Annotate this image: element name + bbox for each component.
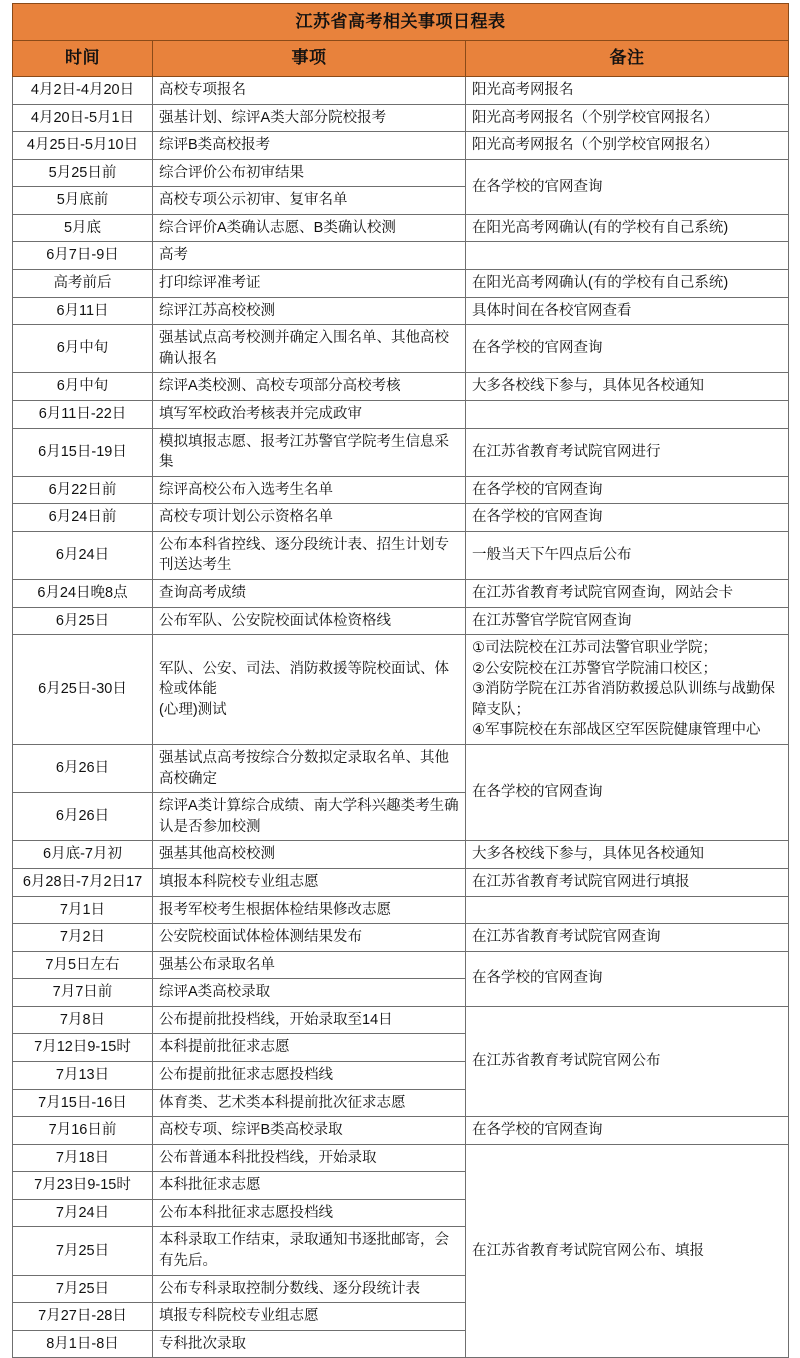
table-row (13, 214, 789, 242)
cell-item: 专科批次录取 (153, 1330, 466, 1358)
table-title-row (13, 4, 789, 41)
table-row (13, 325, 789, 373)
cell-item: 本科批征求志愿 (153, 1172, 466, 1200)
table-row (13, 896, 789, 924)
cell-time: 7月16日前 (13, 1117, 153, 1145)
cell-item: 高校专项、综评B类高校录取 (153, 1117, 466, 1145)
cell-item: 综评B类高校报考 (153, 132, 466, 160)
cell-time: 6月25日-30日 (13, 635, 153, 745)
table-row (13, 77, 789, 105)
cell-note: 阳光高考网报名（个别学校官网报名） (466, 132, 789, 160)
cell-time: 6月中旬 (13, 325, 153, 373)
table-title: 江苏省高考相关事项日程表 (13, 4, 789, 41)
table-row (13, 504, 789, 532)
table-row (13, 297, 789, 325)
cell-item: 填报本科院校专业组志愿 (153, 868, 466, 896)
cell-time: 7月23日9-15时 (13, 1172, 153, 1200)
cell-note: 在江苏省教育考试院官网公布、填报 (466, 1144, 789, 1358)
table-row (13, 1006, 789, 1034)
cell-item: 高校专项报名 (153, 77, 466, 105)
column-header-time: 时间 (13, 41, 153, 77)
cell-time: 7月13日 (13, 1061, 153, 1089)
cell-time: 6月底-7月初 (13, 841, 153, 869)
table-row (13, 868, 789, 896)
table-row (13, 579, 789, 607)
cell-time: 4月25日-5月10日 (13, 132, 153, 160)
cell-time: 5月底前 (13, 187, 153, 215)
cell-note: 在江苏省教育考试院官网查询 (466, 924, 789, 952)
cell-note (466, 242, 789, 270)
cell-item: 报考军校考生根据体检结果修改志愿 (153, 896, 466, 924)
cell-note: 在各学校的官网查询 (466, 745, 789, 841)
cell-note: 在阳光高考网确认(有的学校有自己系统) (466, 214, 789, 242)
cell-time: 6月15日-19日 (13, 428, 153, 476)
cell-time: 7月18日 (13, 1144, 153, 1172)
cell-note: 具体时间在各校官网查看 (466, 297, 789, 325)
table-row (13, 476, 789, 504)
cell-note: 阳光高考网报名 (466, 77, 789, 105)
cell-item: 公布本科省控线、逐分段统计表、招生计划专刊送达考生 (153, 531, 466, 579)
cell-note: 在各学校的官网查询 (466, 504, 789, 532)
table-row (13, 1117, 789, 1145)
cell-time: 7月24日 (13, 1199, 153, 1227)
cell-note: 在各学校的官网查询 (466, 1117, 789, 1145)
cell-item: 高考 (153, 242, 466, 270)
cell-note: 在江苏警官学院官网查询 (466, 607, 789, 635)
cell-item: 公布军队、公安院校面试体检资格线 (153, 607, 466, 635)
column-header-note: 备注 (466, 41, 789, 77)
cell-item: 体育类、艺术类本科提前批次征求志愿 (153, 1089, 466, 1117)
cell-item: 强基试点高考按综合分数拟定录取名单、其他高校确定 (153, 745, 466, 793)
cell-note (466, 400, 789, 428)
cell-time: 高考前后 (13, 270, 153, 298)
cell-time: 7月2日 (13, 924, 153, 952)
cell-time: 8月1日-8日 (13, 1330, 153, 1358)
cell-time: 6月26日 (13, 745, 153, 793)
cell-item: 强基公布录取名单 (153, 951, 466, 979)
cell-item: 综评A类高校录取 (153, 979, 466, 1007)
cell-item: 军队、公安、司法、消防救援等院校面试、体检或体能 (心理)测试 (153, 635, 466, 745)
cell-time: 7月12日9-15时 (13, 1034, 153, 1062)
cell-time: 6月11日-22日 (13, 400, 153, 428)
table-row (13, 242, 789, 270)
cell-note: 在各学校的官网查询 (466, 476, 789, 504)
table-row (13, 159, 789, 187)
table-row (13, 373, 789, 401)
cell-time: 4月2日-4月20日 (13, 77, 153, 105)
cell-time: 6月28日-7月2日17 (13, 868, 153, 896)
cell-time: 7月5日左右 (13, 951, 153, 979)
cell-item: 高校专项公示初审、复审名单 (153, 187, 466, 215)
cell-time: 6月26日 (13, 793, 153, 841)
cell-item: 模拟填报志愿、报考江苏警官学院考生信息采集 (153, 428, 466, 476)
table-row (13, 924, 789, 952)
table-row (13, 745, 789, 793)
cell-item: 综合评价A类确认志愿、B类确认校测 (153, 214, 466, 242)
cell-time: 6月11日 (13, 297, 153, 325)
cell-note: 在阳光高考网确认(有的学校有自己系统) (466, 270, 789, 298)
cell-item: 公布专科录取控制分数线、逐分段统计表 (153, 1275, 466, 1303)
column-header-item: 事项 (153, 41, 466, 77)
cell-note: 大多各校线下参与，具体见各校通知 (466, 373, 789, 401)
cell-note: 在江苏省教育考试院官网公布 (466, 1006, 789, 1116)
table-row (13, 132, 789, 160)
cell-time: 7月15日-16日 (13, 1089, 153, 1117)
cell-note: 在江苏省教育考试院官网进行填报 (466, 868, 789, 896)
cell-item: 查询高考成绩 (153, 579, 466, 607)
cell-time: 6月中旬 (13, 373, 153, 401)
schedule-table (12, 3, 789, 1358)
cell-item: 强基其他高校校测 (153, 841, 466, 869)
cell-time: 7月1日 (13, 896, 153, 924)
schedule-table-container (12, 3, 788, 1358)
cell-note: 在各学校的官网查询 (466, 325, 789, 373)
cell-note: 阳光高考网报名（个别学校官网报名） (466, 104, 789, 132)
cell-note: 在各学校的官网查询 (466, 159, 789, 214)
cell-time: 6月25日 (13, 607, 153, 635)
cell-time: 4月20日-5月1日 (13, 104, 153, 132)
cell-item: 填写军校政治考核表并完成政审 (153, 400, 466, 428)
cell-item: 综评高校公布入选考生名单 (153, 476, 466, 504)
cell-time: 5月底 (13, 214, 153, 242)
schedule-table-body (13, 4, 789, 1358)
cell-time: 7月25日 (13, 1227, 153, 1275)
cell-item: 强基试点高考校测并确定入围名单、其他高校确认报名 (153, 325, 466, 373)
cell-item: 本科提前批征求志愿 (153, 1034, 466, 1062)
cell-time: 6月22日前 (13, 476, 153, 504)
table-header-row (13, 41, 789, 77)
table-row (13, 428, 789, 476)
cell-time: 7月7日前 (13, 979, 153, 1007)
table-row (13, 400, 789, 428)
cell-item: 公布提前批投档线，开始录取至14日 (153, 1006, 466, 1034)
cell-item: 公安院校面试体检体测结果发布 (153, 924, 466, 952)
cell-time: 7月27日-28日 (13, 1303, 153, 1331)
cell-note: 在江苏省教育考试院官网查询，网站会卡 (466, 579, 789, 607)
cell-item: 公布普通本科批投档线，开始录取 (153, 1144, 466, 1172)
cell-item: 高校专项计划公示资格名单 (153, 504, 466, 532)
cell-note (466, 896, 789, 924)
cell-note: ①司法院校在江苏司法警官职业学院； ②公安院校在江苏警官学院浦口校区； ③消防学院在江苏省消防救援总队训练与战勤保障支队； ④军事院校在东部战区空军医院健康管理中心 (466, 635, 789, 745)
cell-item: 打印综评准考证 (153, 270, 466, 298)
cell-note: 在各学校的官网查询 (466, 951, 789, 1006)
cell-item: 公布本科批征求志愿投档线 (153, 1199, 466, 1227)
cell-item: 本科录取工作结束，录取通知书逐批邮寄，会有先后。 (153, 1227, 466, 1275)
table-row (13, 635, 789, 745)
cell-note: 大多各校线下参与，具体见各校通知 (466, 841, 789, 869)
table-row (13, 531, 789, 579)
cell-time: 6月7日-9日 (13, 242, 153, 270)
table-row (13, 104, 789, 132)
table-row (13, 841, 789, 869)
cell-time: 7月8日 (13, 1006, 153, 1034)
cell-note: 一般当天下午四点后公布 (466, 531, 789, 579)
cell-item: 综评江苏高校校测 (153, 297, 466, 325)
cell-item: 综评A类校测、高校专项部分高校考核 (153, 373, 466, 401)
cell-time: 6月24日 (13, 531, 153, 579)
cell-time: 6月24日晚8点 (13, 579, 153, 607)
cell-item: 强基计划、综评A类大部分院校报考 (153, 104, 466, 132)
cell-item: 综评A类计算综合成绩、南大学科兴趣类考生确认是否参加校测 (153, 793, 466, 841)
cell-time: 7月25日 (13, 1275, 153, 1303)
table-row (13, 1144, 789, 1172)
cell-time: 5月25日前 (13, 159, 153, 187)
table-row (13, 951, 789, 979)
table-row (13, 607, 789, 635)
cell-time: 6月24日前 (13, 504, 153, 532)
cell-item: 综合评价公布初审结果 (153, 159, 466, 187)
cell-item: 公布提前批征求志愿投档线 (153, 1061, 466, 1089)
cell-note: 在江苏省教育考试院官网进行 (466, 428, 789, 476)
cell-item: 填报专科院校专业组志愿 (153, 1303, 466, 1331)
table-row (13, 270, 789, 298)
